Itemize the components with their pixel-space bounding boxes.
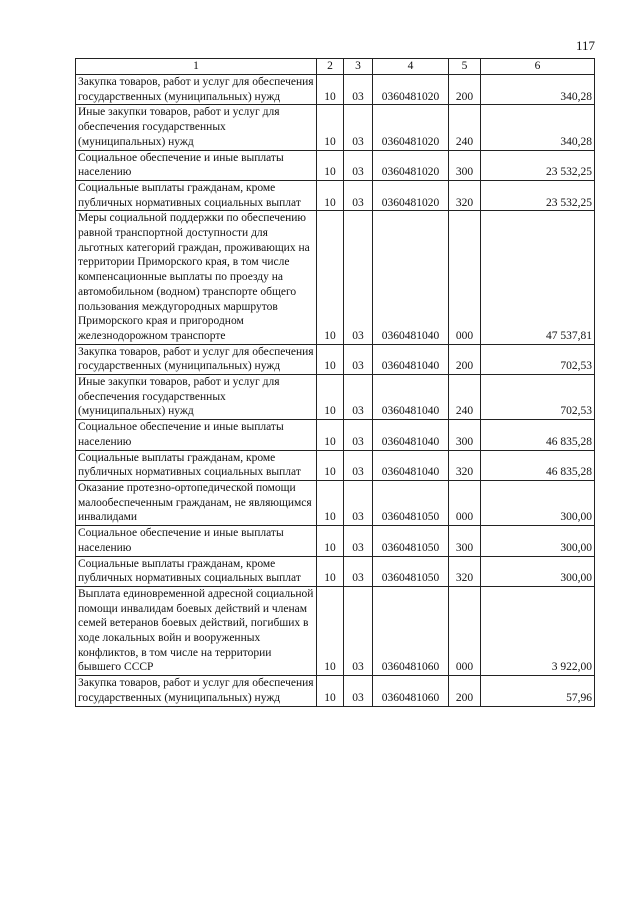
row-name: Закупка товаров, работ и услуг для обеспечения государственных (муниципальных) нужд — [76, 75, 317, 105]
row-name: Закупка товаров, работ и услуг для обеспечения государственных (муниципальных) нужд — [76, 344, 317, 374]
row-subsection: 03 — [344, 180, 373, 210]
row-section: 10 — [317, 211, 344, 344]
row-subsection: 03 — [344, 150, 373, 180]
row-name: Социальное обеспечение и иные выплаты населению — [76, 420, 317, 450]
row-section: 10 — [317, 420, 344, 450]
column-header-5: 5 — [449, 59, 481, 75]
column-header-6: 6 — [481, 59, 595, 75]
table-row — [76, 480, 595, 525]
table-row — [76, 211, 595, 344]
row-expense-type: 320 — [449, 556, 481, 586]
table-row — [76, 180, 595, 210]
row-subsection: 03 — [344, 556, 373, 586]
row-target-code: 0360481040 — [373, 450, 449, 480]
table-row — [76, 150, 595, 180]
row-name: Меры социальной поддержки по обеспечению равной транспортной доступности для льготных категорий граждан, проживающих на территории Приморского края, в том числе компенсационные выплаты по проезду на автомобильном (водном) транспорте общего пользования междугородных маршрутов Приморского края и пригородном железнодорожном транспорте — [76, 211, 317, 344]
row-section: 10 — [317, 375, 344, 420]
table-body — [76, 75, 595, 707]
row-target-code: 0360481020 — [373, 75, 449, 105]
row-amount: 300,00 — [481, 480, 595, 525]
row-target-code: 0360481060 — [373, 676, 449, 706]
row-name: Иные закупки товаров, работ и услуг для обеспечения государственных (муниципальных) нужд — [76, 375, 317, 420]
row-amount: 340,28 — [481, 75, 595, 105]
table-row — [76, 344, 595, 374]
row-amount: 340,28 — [481, 105, 595, 150]
row-section: 10 — [317, 586, 344, 675]
row-section: 10 — [317, 180, 344, 210]
row-target-code: 0360481020 — [373, 150, 449, 180]
row-name: Социальные выплаты гражданам, кроме публичных нормативных социальных выплат — [76, 556, 317, 586]
row-section: 10 — [317, 344, 344, 374]
row-name: Социальные выплаты гражданам, кроме публичных нормативных социальных выплат — [76, 450, 317, 480]
row-subsection: 03 — [344, 480, 373, 525]
row-expense-type: 000 — [449, 480, 481, 525]
row-amount: 46 835,28 — [481, 420, 595, 450]
row-expense-type: 200 — [449, 344, 481, 374]
row-subsection: 03 — [344, 526, 373, 556]
row-section: 10 — [317, 556, 344, 586]
row-subsection: 03 — [344, 375, 373, 420]
row-section: 10 — [317, 676, 344, 706]
row-expense-type: 320 — [449, 180, 481, 210]
table-row — [76, 556, 595, 586]
row-target-code: 0360481020 — [373, 180, 449, 210]
row-target-code: 0360481050 — [373, 480, 449, 525]
row-expense-type: 300 — [449, 526, 481, 556]
row-subsection: 03 — [344, 211, 373, 344]
row-subsection: 03 — [344, 105, 373, 150]
row-section: 10 — [317, 150, 344, 180]
table-row — [76, 105, 595, 150]
page-number: 117 — [575, 38, 595, 53]
row-section: 10 — [317, 526, 344, 556]
table-row — [76, 375, 595, 420]
row-amount: 46 835,28 — [481, 450, 595, 480]
table-row — [76, 526, 595, 556]
row-expense-type: 240 — [449, 375, 481, 420]
row-section: 10 — [317, 450, 344, 480]
row-name: Оказание протезно-ортопедической помощи малообеспеченным гражданам, не являющимся инвалидами — [76, 480, 317, 525]
row-name: Иные закупки товаров, работ и услуг для обеспечения государственных (муниципальных) нужд — [76, 105, 317, 150]
row-target-code: 0360481040 — [373, 344, 449, 374]
row-name: Социальные выплаты гражданам, кроме публичных нормативных социальных выплат — [76, 180, 317, 210]
row-subsection: 03 — [344, 420, 373, 450]
column-header-2: 2 — [317, 59, 344, 75]
row-amount: 3 922,00 — [481, 586, 595, 675]
row-amount: 702,53 — [481, 344, 595, 374]
column-header-1: 1 — [76, 59, 317, 75]
row-expense-type: 200 — [449, 75, 481, 105]
table-row — [76, 450, 595, 480]
row-subsection: 03 — [344, 676, 373, 706]
row-subsection: 03 — [344, 344, 373, 374]
budget-table — [75, 58, 595, 707]
row-subsection: 03 — [344, 450, 373, 480]
row-expense-type: 300 — [449, 420, 481, 450]
row-target-code: 0360481040 — [373, 420, 449, 450]
row-name: Закупка товаров, работ и услуг для обеспечения государственных (муниципальных) нужд — [76, 676, 317, 706]
row-target-code: 0360481050 — [373, 526, 449, 556]
row-expense-type: 200 — [449, 676, 481, 706]
row-expense-type: 320 — [449, 450, 481, 480]
row-name: Социальное обеспечение и иные выплаты населению — [76, 150, 317, 180]
row-target-code: 0360481040 — [373, 375, 449, 420]
row-subsection: 03 — [344, 586, 373, 675]
row-target-code: 0360481060 — [373, 586, 449, 675]
row-expense-type: 000 — [449, 211, 481, 344]
row-subsection: 03 — [344, 75, 373, 105]
row-target-code: 0360481040 — [373, 211, 449, 344]
row-amount: 57,96 — [481, 676, 595, 706]
row-amount: 47 537,81 — [481, 211, 595, 344]
table-row — [76, 676, 595, 706]
table-row — [76, 75, 595, 105]
row-expense-type: 000 — [449, 586, 481, 675]
row-amount: 300,00 — [481, 556, 595, 586]
row-amount: 23 532,25 — [481, 150, 595, 180]
row-amount: 23 532,25 — [481, 180, 595, 210]
row-amount: 300,00 — [481, 526, 595, 556]
row-expense-type: 240 — [449, 105, 481, 150]
header-row — [76, 59, 595, 75]
column-header-3: 3 — [344, 59, 373, 75]
row-target-code: 0360481020 — [373, 105, 449, 150]
row-section: 10 — [317, 75, 344, 105]
row-target-code: 0360481050 — [373, 556, 449, 586]
row-section: 10 — [317, 105, 344, 150]
table-row — [76, 586, 595, 675]
row-expense-type: 300 — [449, 150, 481, 180]
row-name: Социальное обеспечение и иные выплаты населению — [76, 526, 317, 556]
row-amount: 702,53 — [481, 375, 595, 420]
row-name: Выплата единовременной адресной социальной помощи инвалидам боевых действий и членам семей ветеранов боевых действий, погибших в ходе локальных войн и вооруженных конфликтов, в том числе на территории бывшего СССР — [76, 586, 317, 675]
table-row — [76, 420, 595, 450]
column-header-4: 4 — [373, 59, 449, 75]
row-section: 10 — [317, 480, 344, 525]
